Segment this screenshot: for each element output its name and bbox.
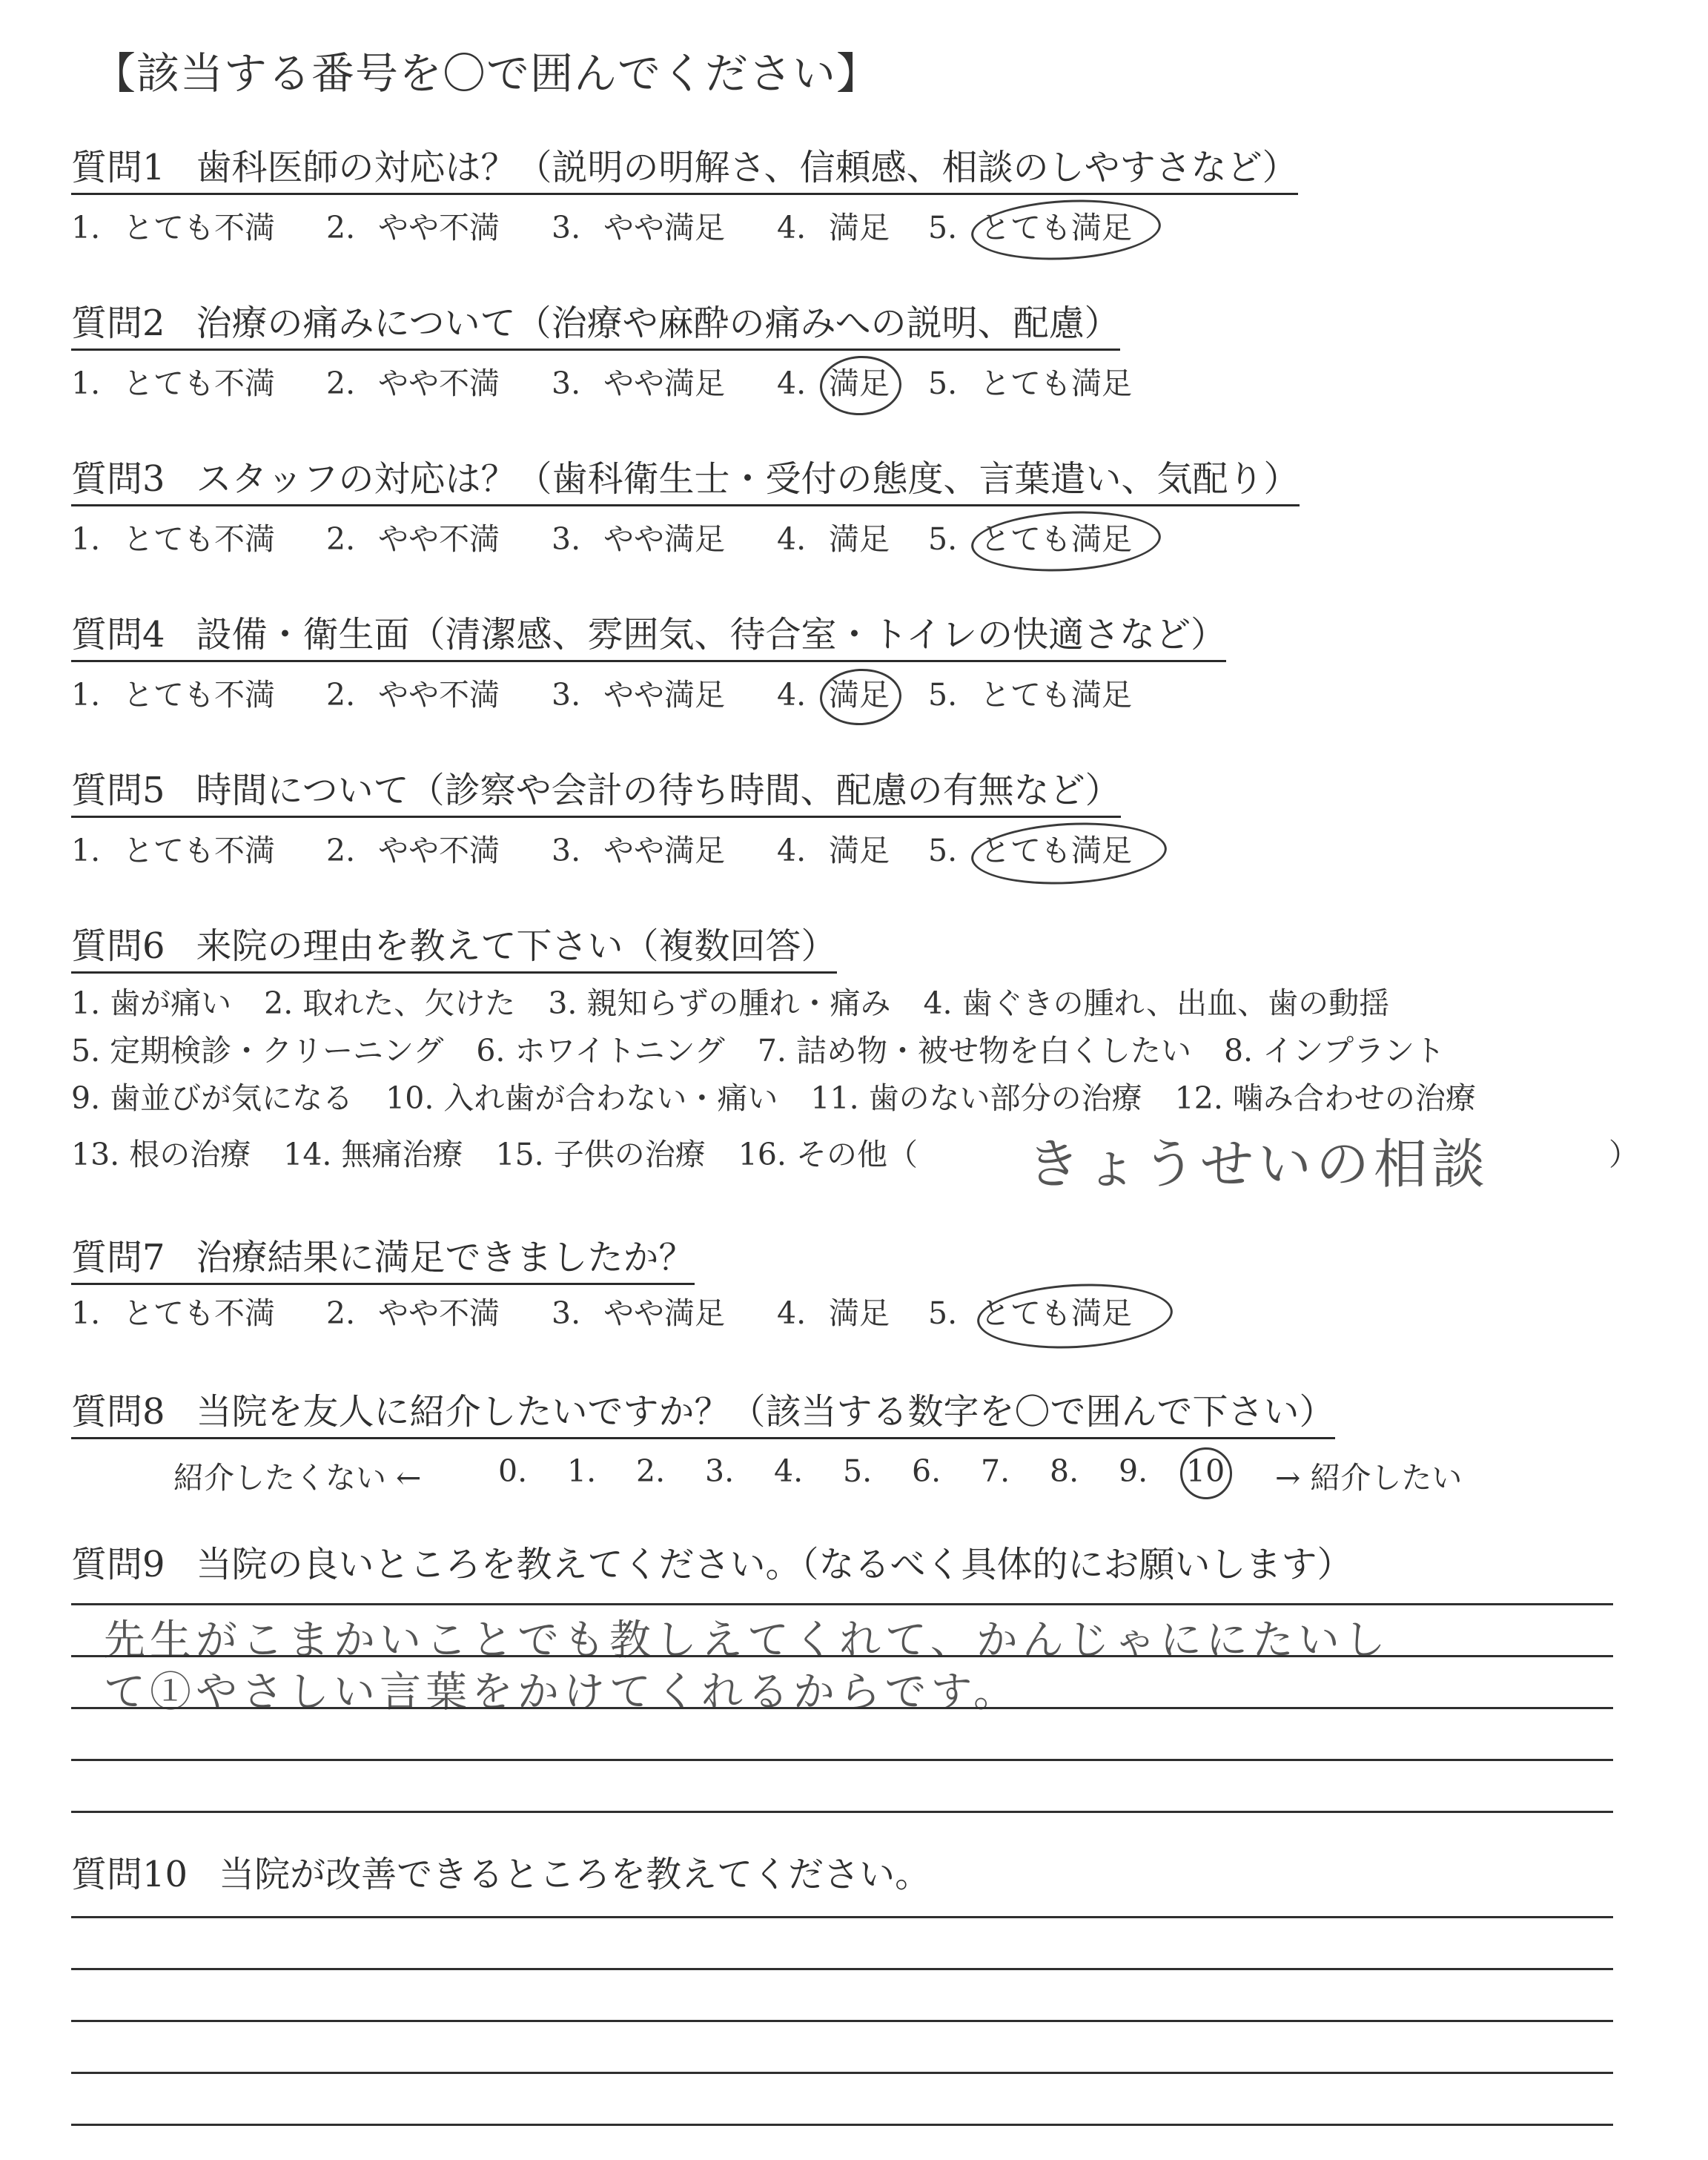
q8-left-label: 紹介したくない ← <box>173 1460 422 1496</box>
q9-answer-line <box>71 1811 1613 1813</box>
reason-row-1 <box>71 986 1422 1020</box>
q3-opt-5-label[interactable]: とても満足 <box>980 521 1132 557</box>
question-6-title <box>71 925 837 974</box>
q7-opt-1-label[interactable]: とても不満 <box>123 1295 275 1331</box>
question-1-text: 歯科医師の対応は？（説明の明解さ、信頼感、相談のしやすさなど） <box>196 147 1298 188</box>
question-3-options <box>71 522 1257 559</box>
question-2-title <box>71 303 1120 351</box>
question-5-number: 質問5 <box>71 770 165 811</box>
reason-item[interactable]: 7. 詰め物・被せ物を白くしたい <box>757 1033 1191 1069</box>
q4-opt-4-label[interactable]: 満足 <box>829 677 890 713</box>
q4-opt-4-num[interactable]: 4. <box>777 677 807 713</box>
q1-opt-2-num[interactable]: 2. <box>326 210 356 245</box>
reason-item[interactable]: 6. ホワイトニング <box>476 1033 725 1069</box>
q7-opt-5-num[interactable]: 5. <box>928 1295 958 1331</box>
q5-opt-3-num[interactable]: 3. <box>552 833 581 868</box>
q2-opt-5-num[interactable]: 5. <box>928 366 958 401</box>
reason-item[interactable]: 9. 歯並びが気になる <box>71 1080 354 1116</box>
reason-row-3 <box>71 1081 1509 1115</box>
q2-opt-2-num[interactable]: 2. <box>326 366 356 401</box>
question-9-title <box>71 1544 1353 1590</box>
question-3-text: スタッフの対応は？（歯科衛生士・受付の態度、言葉遣い、気配り） <box>196 458 1300 500</box>
q5-opt-4-label[interactable]: 満足 <box>829 833 890 868</box>
q8-num-5[interactable]: 5. <box>843 1453 873 1489</box>
question-10-number: 質問10 <box>71 1854 188 1895</box>
q9-handwritten-line-1: 先生がこまかいことでも教しえてくれて、かんじゃににたいし <box>104 1616 1390 1665</box>
q4-opt-1-num[interactable]: 1. <box>71 677 101 713</box>
question-5-options <box>71 833 1257 871</box>
reason-item[interactable]: 4. 歯ぐきの腫れ、出血、歯の動揺 <box>923 985 1390 1021</box>
reason-item[interactable]: 3. 親知らずの腫れ・痛み <box>548 985 891 1021</box>
question-8-title <box>71 1391 1335 1439</box>
reason-item[interactable]: 10. 入れ歯が合わない・痛い <box>385 1080 778 1116</box>
q4-opt-5-num[interactable]: 5. <box>928 677 958 713</box>
q3-opt-1-label[interactable]: とても不満 <box>123 521 275 557</box>
q1-opt-3-label[interactable]: やや満足 <box>603 210 725 245</box>
q5-opt-3-label[interactable]: やや満足 <box>603 833 725 868</box>
question-8-number: 質問8 <box>71 1391 165 1433</box>
q2-opt-1-num[interactable]: 1. <box>71 366 101 401</box>
q7-opt-2-label[interactable]: やや不満 <box>378 1295 500 1331</box>
question-1-options <box>71 211 1257 248</box>
reason-item[interactable]: 5. 定期検診・クリーニング <box>71 1033 444 1069</box>
question-5-text: 時間について（診察や会計の待ち時間、配慮の有無など） <box>196 770 1121 811</box>
question-7-options <box>71 1296 1257 1333</box>
q3-opt-2-label[interactable]: やや不満 <box>378 521 500 557</box>
reason-item[interactable]: 15. 子供の治療 <box>495 1137 706 1172</box>
question-4-title <box>71 614 1226 662</box>
q2-opt-2-label[interactable]: やや不満 <box>378 366 500 401</box>
q9-handwritten-line-2: て①やさしい言葉をかけてくれるからです。 <box>104 1668 1019 1717</box>
q3-opt-5-num[interactable]: 5. <box>928 521 958 557</box>
q3-opt-3-num[interactable]: 3. <box>552 521 581 557</box>
q1-opt-3-num[interactable]: 3. <box>552 210 581 245</box>
q3-opt-3-label[interactable]: やや満足 <box>603 521 725 557</box>
q7-opt-3-num[interactable]: 3. <box>552 1295 581 1331</box>
q8-num-0[interactable]: 0. <box>498 1453 528 1489</box>
q5-opt-2-label[interactable]: やや不満 <box>378 833 500 868</box>
q10-answer-line <box>71 2072 1613 2074</box>
question-1-title <box>71 147 1298 195</box>
question-4-text: 設備・衛生面（清潔感、雰囲気、待合室・トイレの快適さなど） <box>196 614 1227 655</box>
q8-num-7[interactable]: 7. <box>981 1453 1010 1489</box>
q1-opt-4-label[interactable]: 満足 <box>829 210 890 245</box>
reason-item[interactable]: 11. 歯のない部分の治療 <box>810 1080 1142 1116</box>
q8-num-2[interactable]: 2. <box>636 1453 666 1489</box>
q7-opt-5-label[interactable]: とても満足 <box>980 1295 1132 1331</box>
q8-right-label: → 紹介したい <box>1275 1460 1463 1496</box>
q8-num-9[interactable]: 9. <box>1119 1453 1148 1489</box>
question-10-title <box>71 1854 930 1900</box>
q2-opt-3-num[interactable]: 3. <box>552 366 581 401</box>
q9-answer-line <box>71 1603 1613 1605</box>
reason-row-4 <box>71 1137 918 1172</box>
page-title: 【該当する番号を〇で囲んでください】 <box>93 48 881 99</box>
question-7-text: 治療結果に満足できましたか？ <box>196 1237 695 1278</box>
question-9-text: 当院の良いところを教えてください。（なるべく具体的にお願いします） <box>196 1544 1353 1585</box>
q7-opt-4-num[interactable]: 4. <box>777 1295 807 1331</box>
other-reason-handwritten: きょうせいの相談 <box>1027 1133 1490 1195</box>
q5-opt-5-label[interactable]: とても満足 <box>980 833 1132 868</box>
question-8-text: 当院を友人に紹介したいですか？（該当する数字を〇で囲んで下さい） <box>196 1391 1335 1433</box>
q3-opt-2-num[interactable]: 2. <box>326 521 356 557</box>
q10-answer-line <box>71 1968 1613 1970</box>
q8-num-4[interactable]: 4. <box>774 1453 804 1489</box>
q10-answer-line <box>71 2020 1613 2022</box>
question-2-number: 質問2 <box>71 303 165 344</box>
q8-num-6[interactable]: 6. <box>912 1453 941 1489</box>
q8-num-3[interactable]: 3. <box>705 1453 735 1489</box>
reason-item[interactable]: 1. 歯が痛い <box>71 985 232 1021</box>
reason-row-2 <box>71 1034 1477 1068</box>
reason-item[interactable]: 12. 噛み合わせの治療 <box>1174 1080 1476 1116</box>
question-2-text: 治療の痛みについて（治療や麻酔の痛みへの説明、配慮） <box>196 303 1120 344</box>
question-2-options <box>71 366 1257 403</box>
q7-opt-1-num[interactable]: 1. <box>71 1295 101 1331</box>
q10-answer-line <box>71 2124 1613 2126</box>
q5-opt-1-num[interactable]: 1. <box>71 833 101 868</box>
q4-opt-5-label[interactable]: とても満足 <box>980 677 1132 713</box>
q2-opt-4-label[interactable]: 満足 <box>829 366 890 401</box>
q1-opt-2-label[interactable]: やや不満 <box>378 210 500 245</box>
question-9-number: 質問9 <box>71 1544 165 1585</box>
q3-opt-4-label[interactable]: 満足 <box>829 521 890 557</box>
reason-item[interactable]: 13. 根の治療 <box>71 1137 251 1172</box>
question-4-options <box>71 678 1257 715</box>
q4-opt-2-num[interactable]: 2. <box>326 677 356 713</box>
q4-opt-3-num[interactable]: 3. <box>552 677 581 713</box>
q5-opt-5-num[interactable]: 5. <box>928 833 958 868</box>
q8-num-1[interactable]: 1. <box>567 1453 597 1489</box>
question-1-number: 質問1 <box>71 147 165 188</box>
reason-item-other[interactable]: 16. その他（ <box>738 1137 918 1172</box>
q5-opt-1-label[interactable]: とても不満 <box>123 833 275 868</box>
q2-opt-5-label[interactable]: とても満足 <box>980 366 1132 401</box>
q5-opt-4-num[interactable]: 4. <box>777 833 807 868</box>
q2-opt-3-label[interactable]: やや満足 <box>603 366 725 401</box>
q1-opt-1-num[interactable]: 1. <box>71 210 101 245</box>
q10-answer-line <box>71 1916 1613 1918</box>
reason-item[interactable]: 8. インプラント <box>1223 1033 1446 1069</box>
q8-num-8[interactable]: 8. <box>1050 1453 1079 1489</box>
question-3-title <box>71 458 1300 506</box>
question-4-number: 質問4 <box>71 614 165 655</box>
q7-opt-2-num[interactable]: 2. <box>326 1295 356 1331</box>
q1-opt-4-num[interactable]: 4. <box>777 210 807 245</box>
q2-opt-1-label[interactable]: とても不満 <box>123 366 275 401</box>
q1-opt-5-label[interactable]: とても満足 <box>980 210 1132 245</box>
reason-item[interactable]: 2. 取れた、欠けた <box>264 985 516 1021</box>
question-3-number: 質問3 <box>71 458 165 500</box>
q9-answer-line <box>71 1707 1613 1709</box>
q1-opt-1-label[interactable]: とても不満 <box>123 210 275 245</box>
q4-opt-3-label[interactable]: やや満足 <box>603 677 725 713</box>
q9-answer-line <box>71 1655 1613 1657</box>
q9-answer-line <box>71 1759 1613 1761</box>
q8-num-10[interactable]: 10 <box>1186 1453 1225 1489</box>
q5-opt-2-num[interactable]: 2. <box>326 833 356 868</box>
question-7-number: 質問7 <box>71 1237 165 1278</box>
question-5-title <box>71 770 1121 818</box>
q7-opt-3-label[interactable]: やや満足 <box>603 1295 725 1331</box>
reason-item[interactable]: 14. 無痛治療 <box>283 1137 463 1172</box>
q4-opt-2-label[interactable]: やや不満 <box>378 677 500 713</box>
question-10-text: 当院が改善できるところを教えてください。 <box>219 1854 931 1895</box>
question-6-number: 質問6 <box>71 925 165 967</box>
other-close-paren: ） <box>1609 1137 1639 1172</box>
q7-opt-4-label[interactable]: 満足 <box>829 1295 890 1331</box>
question-6-text: 来院の理由を教えて下さい（複数回答） <box>196 925 837 967</box>
q1-opt-5-num[interactable]: 5. <box>928 210 958 245</box>
q2-opt-4-num[interactable]: 4. <box>777 366 807 401</box>
question-7-title <box>71 1237 695 1285</box>
q3-opt-4-num[interactable]: 4. <box>777 521 807 557</box>
q4-opt-1-label[interactable]: とても不満 <box>123 677 275 713</box>
q3-opt-1-num[interactable]: 1. <box>71 521 101 557</box>
